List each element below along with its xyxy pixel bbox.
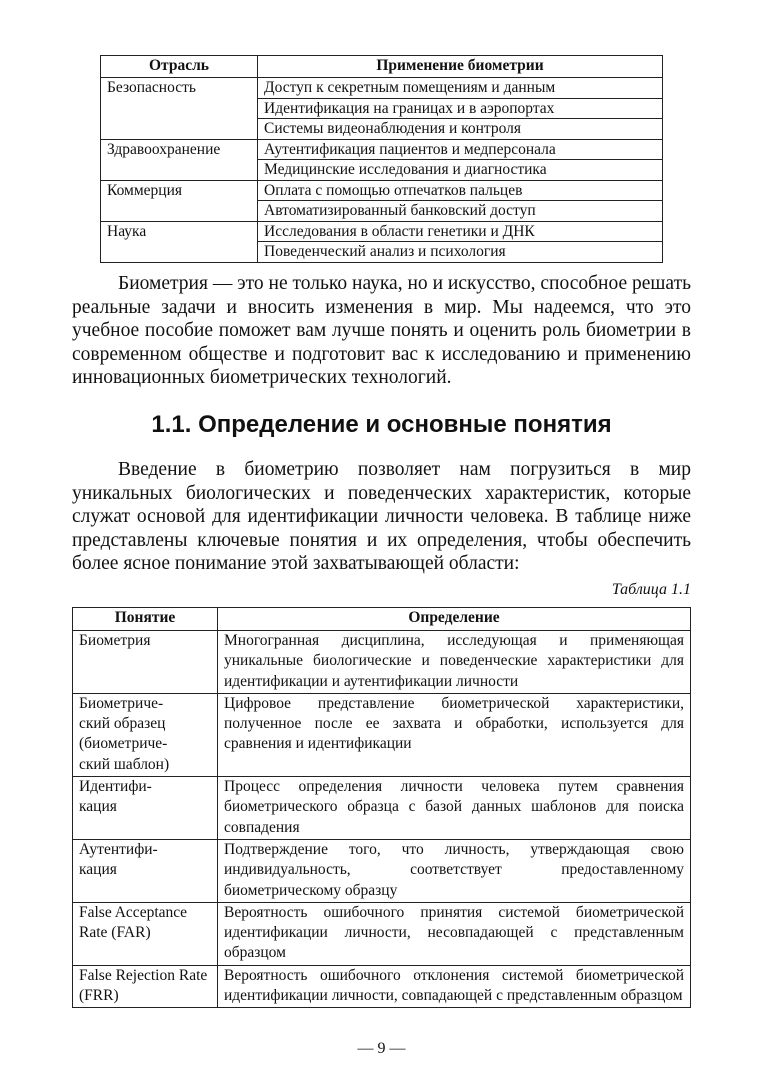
application-cell: Медицинские исследования и диагностика	[258, 160, 663, 181]
application-cell: Поведенческий анализ и психология	[258, 242, 663, 263]
table-row	[73, 965, 691, 1008]
column-header-industry: Отрасль	[101, 56, 258, 78]
table-row	[73, 902, 691, 965]
application-cell: Системы видеонаблюдения и контроля	[258, 119, 663, 140]
table-row	[101, 221, 663, 242]
definition-cell: Цифровое представление биометрической характеристики, полученное после ее захвата и обработки, используется для сравнения и идентификации	[218, 693, 691, 776]
industry-cell: Безопасность	[101, 78, 258, 140]
table-row	[73, 839, 691, 902]
definition-cell: Многогранная дисциплина, исследующая и применяющая уникальные биологические и поведенческие характеристики для идентификации и аутентификации личности	[218, 631, 691, 694]
application-cell: Оплата с помощью отпечатков пальцев	[258, 180, 663, 201]
intro-paragraph: Биометрия — это не только наука, но и искусство, способное решать реальные задачи и вносить изменения в мир. Мы надеемся, что это учебное пособие поможет вам лучше понять и оценить роль биометрии в современном обществе и подготовит вас к исследованию и применению инновационных биометрических технологий.	[72, 273, 691, 388]
page-number: — 9 —	[357, 1040, 406, 1057]
table-row	[101, 139, 663, 160]
table-row	[101, 180, 663, 201]
definitions-table	[72, 607, 691, 1008]
application-cell: Автоматизированный банковский доступ	[258, 201, 663, 222]
term-cell: Биометрия	[73, 631, 218, 694]
definition-cell: Подтверждение того, что личность, утверждающая свою индивидуальность, соответствует предоставленному биометрическому образцу	[218, 839, 691, 902]
table-row	[73, 777, 691, 840]
term-cell: Аутентифи- кация	[73, 839, 218, 902]
table-header-row	[73, 608, 691, 631]
table-row	[101, 78, 663, 99]
table-caption: Таблица 1.1	[611, 581, 691, 598]
section-heading: 1.1. Определение и основные понятия	[151, 411, 612, 438]
definition-cell: Вероятность ошибочного принятия системой биометрической идентификации личности, несовпадающей с представленным образцом	[218, 902, 691, 965]
term-cell: Идентифи- кация	[73, 777, 218, 840]
section-paragraph: Введение в биометрию позволяет нам погрузиться в мир уникальных биологических и поведенческих характеристик, которые служат основой для идентификации личности человека. В таблице ниже представлены ключевые понятия и их определения, чтобы обеспечить более ясное понимание этой захватывающей области:	[72, 459, 691, 574]
industry-cell: Наука	[101, 221, 258, 262]
term-cell: False Acceptance Rate (FAR)	[73, 902, 218, 965]
column-header-term: Понятие	[73, 608, 218, 631]
definition-cell: Вероятность ошибочного отклонения системой биометрической идентификации личности, совпадающей с представленным образцом	[218, 965, 691, 1008]
term-cell: Биометриче- ский образец (биометриче- ский шаблон)	[73, 693, 218, 776]
industry-applications-table	[100, 55, 663, 263]
definition-cell: Процесс определения личности человека путем сравнения биометрического образца с базой данных шаблонов для поиска совпадения	[218, 777, 691, 840]
industry-cell: Коммерция	[101, 180, 258, 221]
industry-cell: Здравоохранение	[101, 139, 258, 180]
application-cell: Идентификация на границах и в аэропортах	[258, 98, 663, 119]
column-header-definition: Определение	[218, 608, 691, 631]
table-row	[73, 693, 691, 776]
application-cell: Доступ к секретным помещениям и данным	[258, 78, 663, 99]
application-cell: Исследования в области генетики и ДНК	[258, 221, 663, 242]
table-row	[73, 631, 691, 694]
application-cell: Аутентификация пациентов и медперсонала	[258, 139, 663, 160]
term-cell: False Rejection Rate (FRR)	[73, 965, 218, 1008]
column-header-application: Применение биометрии	[258, 56, 663, 78]
table-header-row	[101, 56, 663, 78]
